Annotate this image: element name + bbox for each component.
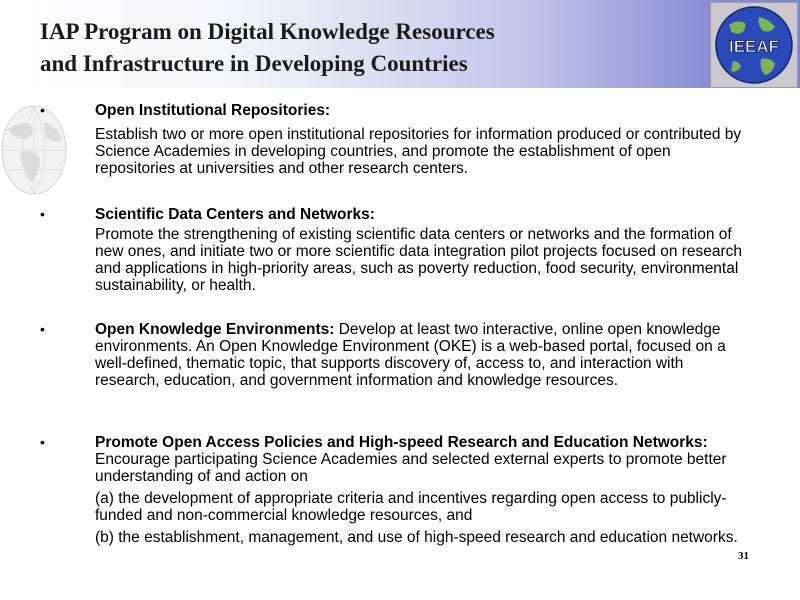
item-body: Encourage participating Science Academies and selected external experts to promote better understanding of and action on (95, 451, 727, 485)
item-sub-a: (a) the development of appropriate criteria and incentives regarding open access to publicly-funded and non-commercial knowledge resources, and (95, 490, 727, 524)
item-body: Promote the strengthening of existing scientific data centers or networks and the formation of new ones, and initiate two or more scientific data integration pilot projects focused on research and applications in high-priority areas, such as poverty reduction, food security, environmental sustainability, or health. (95, 226, 743, 294)
logo-text: IEEAF (728, 37, 780, 56)
item-body: Establish two or more open institutional repositories for information produced or contributed by Science Academies in developing countries, and promote the establishment of open repositories at universities and other research centers. (95, 126, 742, 177)
item-heading: Scientific Data Centers and Networks: (95, 206, 375, 223)
item-text (95, 434, 750, 485)
item-heading: Open Knowledge Environments: (95, 321, 335, 338)
bullet-icon: • (40, 321, 45, 337)
item-heading: Open Institutional Repositories: (95, 102, 331, 119)
bullet-icon: • (40, 206, 45, 222)
item-sub-b: (b) the establishment, management, and use of high-speed research and education networks. (95, 529, 738, 546)
bullet-icon: • (40, 434, 45, 450)
item-body: Develop at least two interactive, online open knowledge environments. An Open Knowledge Environment (OKE) is a web-based portal, focused on a well-defined, thematic topic, that supports discovery of, access to, and interaction with research, education, and government information and knowledge resources. (95, 321, 726, 389)
title-line-2: and Infrastructure in Developing Countries (40, 51, 468, 76)
page-number: 31 (738, 550, 749, 562)
title-line-1: IAP Program on Digital Knowledge Resources (40, 19, 495, 44)
item-heading: Promote Open Access Policies and High-speed Research and Education Networks: (95, 434, 708, 451)
bullet-icon: • (40, 102, 45, 118)
item-text (95, 321, 750, 389)
